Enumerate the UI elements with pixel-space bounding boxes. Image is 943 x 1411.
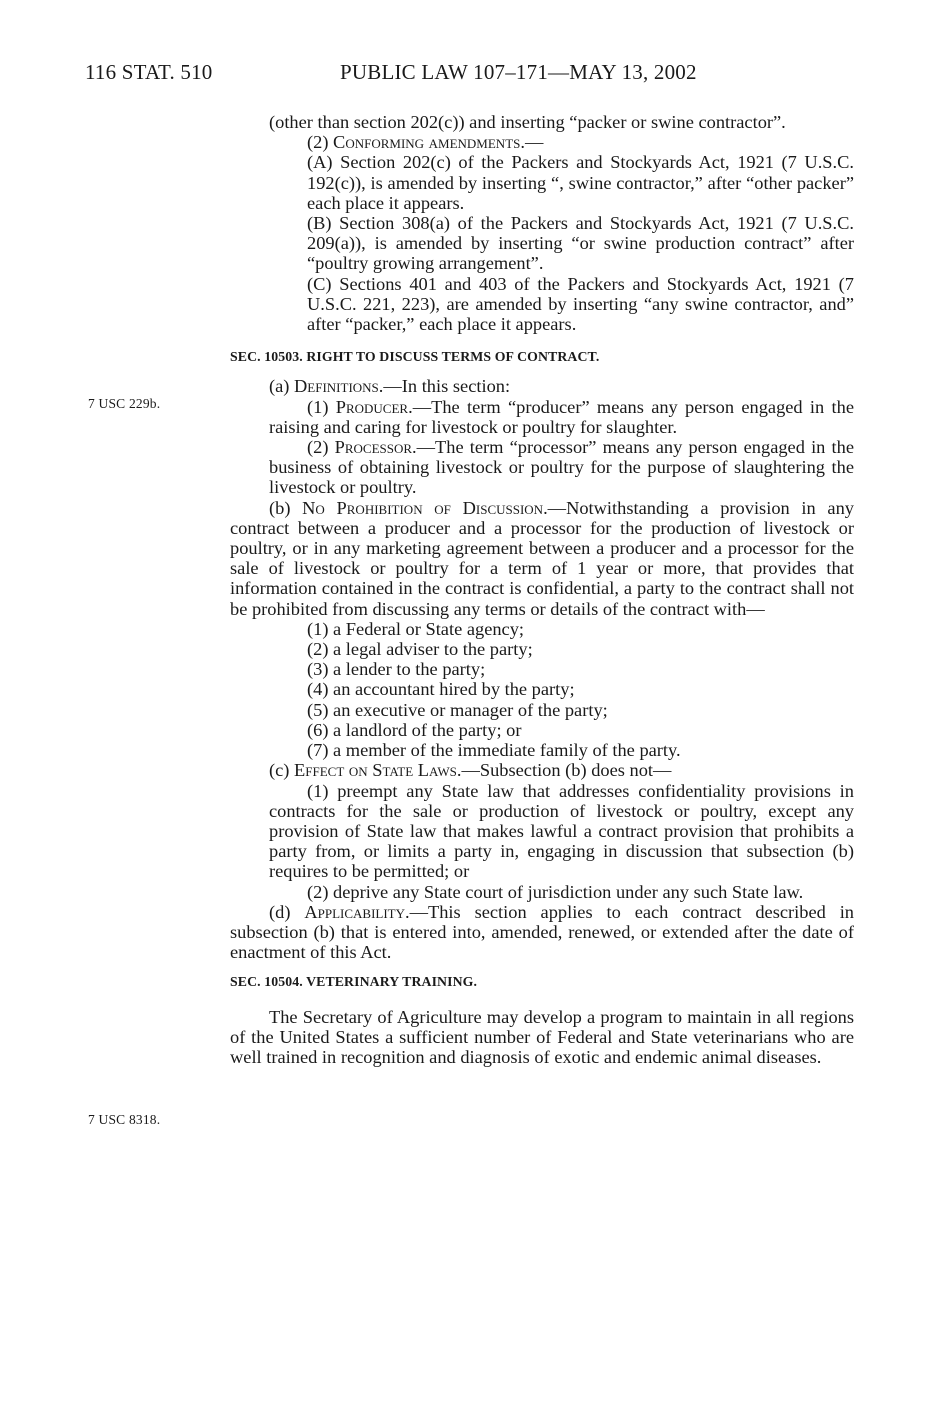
paragraph-c2 bbox=[230, 882, 854, 902]
list-item: (6) a landlord of the party; or bbox=[307, 719, 522, 740]
paragraph-heading: Conforming amendments bbox=[333, 132, 521, 153]
paragraph-conforming-amendments bbox=[230, 132, 854, 152]
paragraph-text: (1) preempt any State law that addresses confidentiality provisions in contracts for the sale or production of livestock or poultry, except any provision of State law that makes lawful a contract provision that prohibits a party from, or limits a party in, engaging in discussion that subsection (b) requires to be permitted; or bbox=[269, 780, 854, 882]
definition-processor bbox=[230, 437, 854, 498]
heading-dash: .— bbox=[520, 132, 544, 153]
continuation-paragraph: (other than section 202(c)) and inserting “packer or swine contractor”. bbox=[269, 112, 786, 132]
margin-note-usc-229b: 7 USC 229b. bbox=[88, 396, 161, 411]
subparagraph-c bbox=[230, 274, 854, 335]
section-10504-text bbox=[230, 1007, 854, 1068]
paragraph-text: .—The term “processor” means any person engaged in the business of obtaining livestock or poultry for the purpose of slaughtering the livestock or poultry. bbox=[269, 437, 854, 498]
margin-note-usc-8318: 7 USC 8318. bbox=[88, 1112, 161, 1127]
paragraph-number: (2) bbox=[307, 437, 335, 458]
subsection-b-no-prohibition bbox=[230, 498, 854, 619]
subsection-heading: Applicability bbox=[304, 901, 405, 922]
subsection-text: .—Subsection (b) does not— bbox=[456, 760, 672, 781]
paragraph-text: (2) deprive any State court of jurisdiction under any such State law. bbox=[307, 881, 804, 902]
paragraph-c1 bbox=[230, 781, 854, 882]
paragraph-number: (2) bbox=[307, 132, 334, 153]
paragraph-heading: Processor bbox=[334, 437, 413, 458]
subsection-d-applicability bbox=[230, 902, 854, 963]
list-item: (4) an accountant hired by the party; bbox=[307, 679, 575, 700]
subparagraph-b bbox=[230, 213, 854, 274]
section-heading-10503: SEC. 10503. RIGHT TO DISCUSS TERMS OF CONTRACT. bbox=[230, 349, 600, 365]
subsection-heading: No Prohibition of Discussion bbox=[302, 497, 544, 518]
paragraph-heading: Producer bbox=[335, 396, 409, 417]
subsection-heading: Definitions bbox=[294, 376, 379, 397]
subparagraph-text: (C) Sections 401 and 403 of the Packers and Stockyards Act, 1921 (7 U.S.C. 221, 223), are amended by inserting “any swine contractor, and” after “packer,” each place it appears. bbox=[307, 273, 854, 335]
subsection-a-definitions bbox=[230, 376, 854, 396]
subparagraph-a bbox=[230, 152, 854, 213]
list-item: (2) a legal adviser to the party; bbox=[307, 639, 533, 660]
subparagraph-text: (B) Section 308(a) of the Packers and Stockyards Act, 1921 (7 U.S.C. 209(a)), is amended by inserting “or swine production contract” after “poultry growing arrangement”. bbox=[307, 213, 854, 274]
subsection-text: .—Notwithstanding a provision in any contract between a producer and a processor for the production of livestock or poultry, or in any marketing agreement between a producer and a processor for the sale of livestock or poultry for a term of 1 year or more, that provides that information contained in the contract is confidential, a party to the contract shall not be prohibited from discussing any terms or details of the contract with— bbox=[230, 497, 854, 619]
section-heading-10504: SEC. 10504. VETERINARY TRAINING. bbox=[230, 974, 478, 990]
list-item: (1) a Federal or State agency; bbox=[307, 618, 525, 639]
subsection-text: .—In this section: bbox=[378, 376, 511, 397]
paragraph-number: (1) bbox=[307, 396, 336, 417]
paragraph-text: The Secretary of Agriculture may develop a program to maintain in all regions of the United States a sufficient number of Federal and State veterinarians who are well trained in recognition and diagnosis of exotic and endemic animal diseases. bbox=[230, 1006, 854, 1067]
subsection-number: (b) bbox=[269, 497, 303, 518]
discussion-parties-list bbox=[230, 619, 854, 760]
list-item: (3) a lender to the party; bbox=[307, 659, 486, 680]
subsection-c-state-laws bbox=[230, 760, 854, 780]
list-item: (5) an executive or manager of the party; bbox=[307, 699, 608, 720]
statute-page-reference: 116 STAT. 510 bbox=[85, 60, 213, 84]
subsection-heading: Effect on State Laws bbox=[294, 760, 457, 781]
definition-producer bbox=[230, 397, 854, 437]
subsection-number: (c) bbox=[269, 760, 295, 781]
law-title: PUBLIC LAW 107–171—MAY 13, 2002 bbox=[340, 60, 697, 84]
subsection-number: (d) bbox=[269, 901, 305, 922]
subparagraph-text: (A) Section 202(c) of the Packers and Stockyards Act, 1921 (7 U.S.C. 192(c)), is amended by inserting “, swine contractor,” after “other packer” each place it appears. bbox=[307, 152, 854, 213]
document-body bbox=[230, 112, 854, 1067]
list-item: (7) a member of the immediate family of the party. bbox=[307, 740, 681, 761]
subsection-number: (a) bbox=[269, 376, 295, 397]
subsection-text: .—This section applies to each contract described in subsection (b) that is entered into, amended, renewed, or extended after the date of enactment of this Act. bbox=[230, 901, 854, 963]
paragraph-text: .—The term “producer” means any person engaged in the raising and caring for livestock or poultry for slaughter. bbox=[269, 396, 854, 437]
